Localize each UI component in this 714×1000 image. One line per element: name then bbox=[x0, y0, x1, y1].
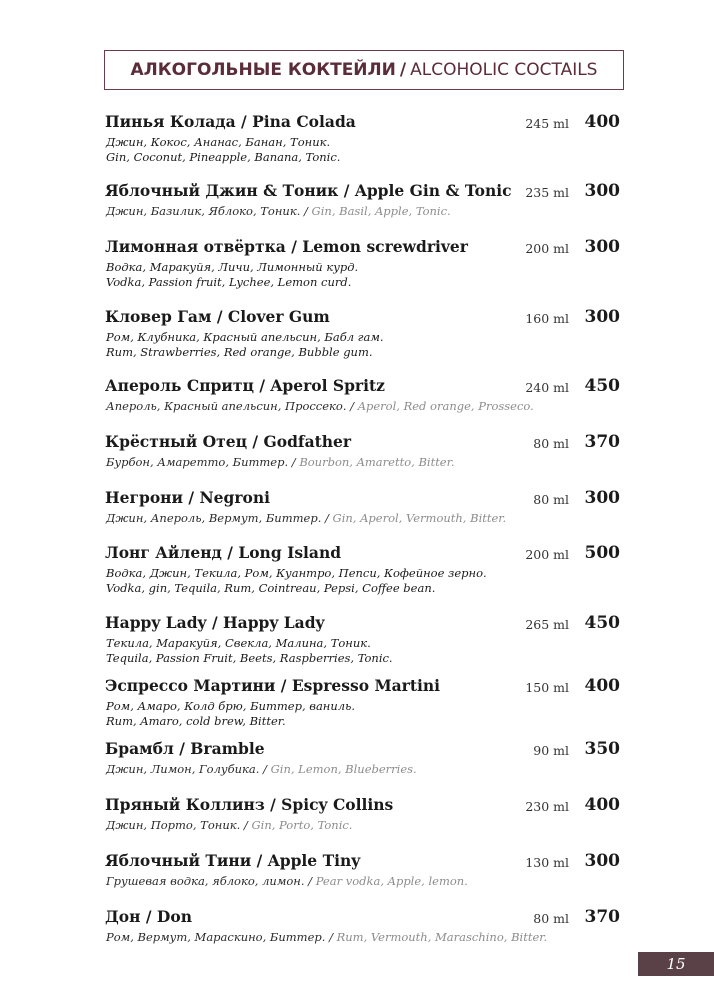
item-price: 450 bbox=[584, 613, 620, 633]
item-price: 370 bbox=[584, 907, 620, 927]
item-ingredients-ru: Джин, Базилик, Яблоко, Тоник. / bbox=[106, 204, 308, 218]
item-volume: 80 ml bbox=[533, 911, 569, 926]
item-volume: 265 ml bbox=[525, 617, 569, 632]
item-ingredients-en: Rum, Vermouth, Maraschino, Bitter. bbox=[336, 930, 548, 944]
item-ingredients-en: Gin, Porto, Tonic. bbox=[251, 818, 353, 832]
item-ingredients bbox=[106, 399, 534, 413]
item-name: Яблочный Джин & Тоник / Apple Gin & Tonic bbox=[105, 181, 512, 200]
item-ingredients-en: Rum, Strawberries, Red orange, Bubble gum. bbox=[106, 345, 373, 359]
item-volume: 230 ml bbox=[525, 799, 569, 814]
item-ingredients bbox=[106, 455, 455, 469]
item-ingredients bbox=[106, 818, 352, 832]
item-volume: 245 ml bbox=[525, 116, 569, 131]
item-name: Эспрессо Мартини / Espresso Martini bbox=[105, 676, 441, 695]
item-ingredients-en: Bourbon, Amaretto, Bitter. bbox=[299, 455, 455, 469]
item-volume: 200 ml bbox=[525, 241, 569, 256]
item-price: 300 bbox=[584, 237, 620, 257]
item-name: Дон / Don bbox=[105, 907, 192, 926]
item-name: Яблочный Тини / Apple Tiny bbox=[105, 851, 361, 870]
item-ingredients-ru: Ром, Вермут, Мараскино, Биттер. / bbox=[106, 930, 333, 944]
item-ingredients-en: Vodka, Passion fruit, Lychee, Lemon curd. bbox=[106, 275, 352, 289]
item-ingredients-ru: Джин, Кокос, Ананас, Банан, Тоник. bbox=[106, 135, 331, 149]
item-price: 300 bbox=[584, 851, 620, 871]
item-volume: 150 ml bbox=[525, 680, 569, 695]
item-ingredients-ru: Текила, Маракуйя, Свекла, Малина, Тоник. bbox=[106, 636, 371, 650]
page-number: 15 bbox=[638, 952, 714, 976]
item-price: 450 bbox=[584, 376, 620, 396]
section-title-ru: АЛКОГОЛЬНЫЕ КОКТЕЙЛИ bbox=[130, 60, 396, 80]
item-ingredients-ru: Водка, Маракуйя, Личи, Лимонный курд. bbox=[106, 260, 359, 274]
item-price: 500 bbox=[584, 543, 620, 563]
item-ingredients bbox=[106, 511, 506, 525]
item-ingredients-ru: Ром, Клубника, Красный апельсин, Бабл гам. bbox=[106, 330, 384, 344]
item-price: 300 bbox=[584, 181, 620, 201]
item-ingredients-en: Rum, Amaro, cold brew, Bitter. bbox=[106, 714, 286, 728]
item-ingredients-ru: Джин, Порто, Тоник. / bbox=[106, 818, 248, 832]
item-volume: 80 ml bbox=[533, 492, 569, 507]
item-volume: 90 ml bbox=[533, 743, 569, 758]
item-ingredients-ru: Джин, Апероль, Вермут, Биттер. / bbox=[106, 511, 329, 525]
item-ingredients-ru: Водка, Джин, Текила, Ром, Куантро, Пепси, Кофейное зерно. bbox=[106, 566, 487, 580]
item-price: 400 bbox=[584, 795, 620, 815]
item-ingredients-en: Aperol, Red orange, Prosseco. bbox=[357, 399, 534, 413]
item-price: 300 bbox=[584, 307, 620, 327]
item-ingredients-ru: Апероль, Красный апельсин, Проссеко. / bbox=[106, 399, 355, 413]
item-ingredients-ru: Ром, Амаро, Колд брю, Биттер, ваниль. bbox=[106, 699, 356, 713]
item-ingredients-ru: Грушевая водка, яблоко, лимон. / bbox=[106, 874, 313, 888]
item-ingredients bbox=[106, 930, 547, 944]
section-title-en: ALCOHOLIC COCTAILS bbox=[410, 60, 598, 80]
item-name: Лимонная отвёртка / Lemon screwdriver bbox=[105, 237, 468, 256]
item-price: 400 bbox=[584, 112, 620, 132]
item-volume: 160 ml bbox=[525, 311, 569, 326]
item-price: 300 bbox=[584, 488, 620, 508]
section-title-separator: / bbox=[399, 60, 407, 80]
item-ingredients-en: Pear vodka, Apple, lemon. bbox=[315, 874, 468, 888]
item-ingredients-en: Gin, Lemon, Blueberries. bbox=[270, 762, 417, 776]
item-price: 370 bbox=[584, 432, 620, 452]
item-ingredients-ru: Джин, Лимон, Голубика. / bbox=[106, 762, 267, 776]
item-ingredients-en: Vodka, gin, Tequila, Rum, Cointreau, Pepsi, Coffee bean. bbox=[106, 581, 436, 595]
item-volume: 240 ml bbox=[525, 380, 569, 395]
item-ingredients-en: Gin, Coconut, Pineapple, Banana, Tonic. bbox=[106, 150, 341, 164]
item-ingredients bbox=[106, 874, 468, 888]
item-name: Брамбл / Bramble bbox=[105, 739, 265, 758]
item-name: Happy Lady / Happy Lady bbox=[105, 613, 325, 632]
item-ingredients-en: Gin, Aperol, Vermouth, Bitter. bbox=[332, 511, 507, 525]
section-title-box bbox=[104, 50, 624, 90]
item-ingredients-ru: Бурбон, Амаретто, Биттер. / bbox=[106, 455, 296, 469]
item-name: Лонг Айленд / Long Island bbox=[105, 543, 342, 562]
item-price: 350 bbox=[584, 739, 620, 759]
item-name: Пряный Коллинз / Spicy Collins bbox=[105, 795, 394, 814]
item-name: Апероль Спритц / Aperol Spritz bbox=[105, 376, 385, 395]
item-name: Негрони / Negroni bbox=[105, 488, 271, 507]
item-name: Кловер Гам / Clover Gum bbox=[105, 307, 330, 326]
item-volume: 80 ml bbox=[533, 436, 569, 451]
item-price: 400 bbox=[584, 676, 620, 696]
item-ingredients bbox=[106, 762, 417, 776]
item-ingredients bbox=[106, 204, 451, 218]
item-volume: 235 ml bbox=[525, 185, 569, 200]
item-volume: 200 ml bbox=[525, 547, 569, 562]
item-name: Крёстный Отец / Godfather bbox=[105, 432, 352, 451]
item-name: Пинья Колада / Pina Colada bbox=[105, 112, 356, 131]
item-ingredients-en: Tequila, Passion Fruit, Beets, Raspberries, Tonic. bbox=[106, 651, 393, 665]
item-volume: 130 ml bbox=[525, 855, 569, 870]
item-ingredients-en: Gin, Basil, Apple, Tonic. bbox=[311, 204, 451, 218]
